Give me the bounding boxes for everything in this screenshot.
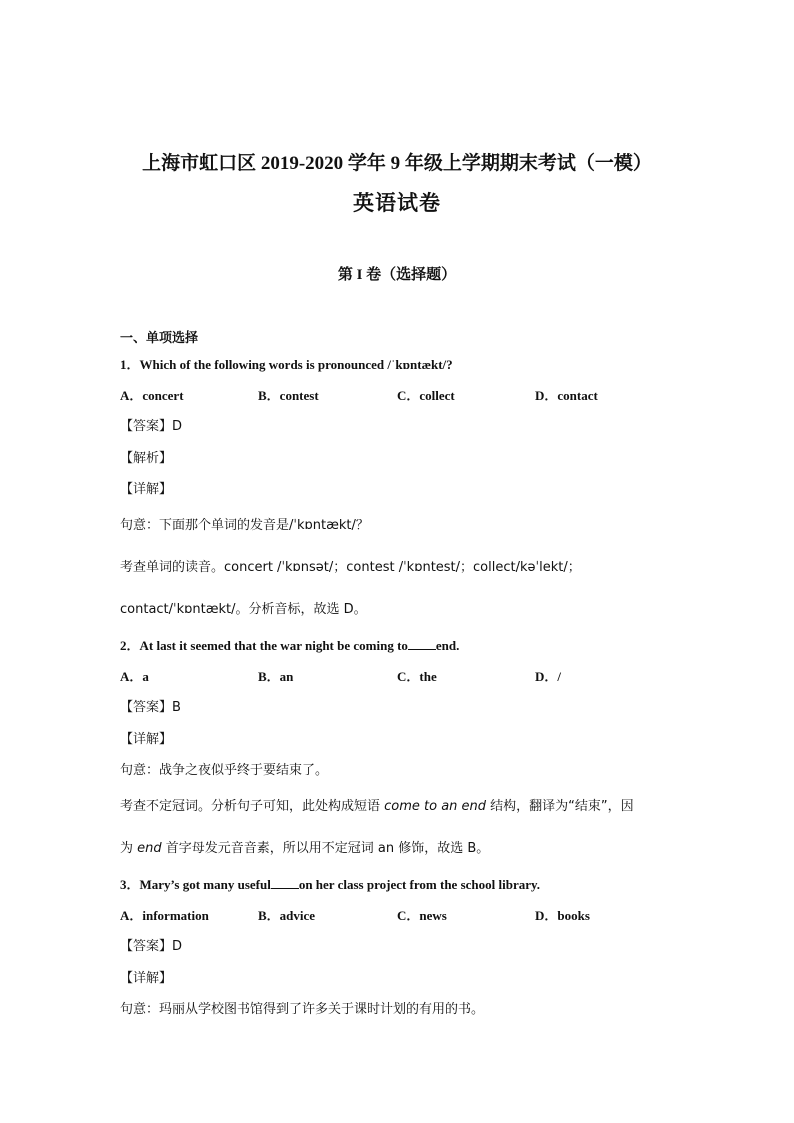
q1-explain-line2: contact/ˈkɒntækt/。分析音标，故选 D。: [120, 602, 367, 617]
q2-stem: [120, 635, 459, 654]
q1-option-c: C．collect: [397, 388, 455, 403]
q2-word: end: [137, 841, 162, 856]
exam-subtitle: 英语试卷: [353, 191, 441, 215]
q1-option-a: A．concert: [120, 388, 184, 403]
q3-detail-label: 【详解】: [120, 971, 173, 986]
q2-blank: [408, 639, 436, 650]
q2-meaning: 句意：战争之夜似乎终于要结束了。: [120, 763, 329, 778]
volume-heading: 第 I 卷（选择题）: [337, 267, 457, 283]
q2-option-b: B．an: [258, 669, 294, 684]
q3-answer: 【答案】D: [120, 939, 183, 954]
q3-stem: [120, 874, 540, 893]
q3-stem-after: on her class project from the school library.: [298, 877, 541, 892]
q2-option-a: A．a: [120, 669, 149, 684]
q1-detail-label: 【详解】: [120, 482, 173, 497]
q3-blank: [271, 878, 299, 889]
exam-title: 上海市虹口区 2019-2020 学年 9 年级上学期期末考试（一模）: [142, 153, 652, 174]
q3-option-d: D．books: [535, 908, 590, 923]
q2-explain-line1: [120, 795, 634, 814]
q2-explain2-a: 为: [120, 841, 138, 856]
q2-explain1-a: 考查不定冠词。分析句子可知，此处构成短语: [120, 799, 385, 814]
q2-option-c: C．the: [397, 669, 437, 684]
q2-stem-after: end.: [435, 638, 460, 653]
q2-detail-label: 【详解】: [120, 732, 173, 747]
q2-explain-line2: [120, 837, 489, 856]
q2-explain1-b: 结构，翻译为“结束”，因: [486, 799, 634, 814]
q2-answer: 【答案】B: [120, 700, 181, 715]
q1-explain-line1: 考查单词的读音。concert /ˈkɒnsət/；contest /ˈkɒntest/；collect/kəˈlekt/；: [120, 560, 581, 575]
q1-option-d: D．contact: [535, 388, 598, 403]
q2-stem-before: 2．At last it seemed that the war night be coming to: [120, 638, 408, 653]
q3-stem-before: 3．Mary’s got many useful: [120, 877, 271, 892]
q3-meaning: 句意：玛丽从学校图书馆得到了许多关于课时计划的有用的书。: [120, 1002, 485, 1017]
q1-option-b: B．contest: [258, 388, 319, 403]
q1-answer: 【答案】D: [120, 419, 183, 434]
q2-option-d: D．/: [535, 669, 562, 684]
q2-explain2-b: 首字母发元音音素，所以用不定冠词 an 修饰，故选 B。: [161, 841, 490, 856]
q1-stem: 1．Which of the following words is pronounced /ˈkɒntækt/?: [120, 357, 453, 372]
q2-phrase: come to an end: [384, 799, 487, 814]
q1-analysis-label: 【解析】: [120, 451, 173, 466]
section-heading: 一、单项选择: [120, 330, 199, 345]
q1-meaning: 句意：下面那个单词的发音是/ˈkɒntækt/？: [120, 518, 369, 533]
q3-option-b: B．advice: [258, 908, 316, 923]
q3-option-c: C．news: [397, 908, 447, 923]
q3-option-a: A．information: [120, 908, 209, 923]
